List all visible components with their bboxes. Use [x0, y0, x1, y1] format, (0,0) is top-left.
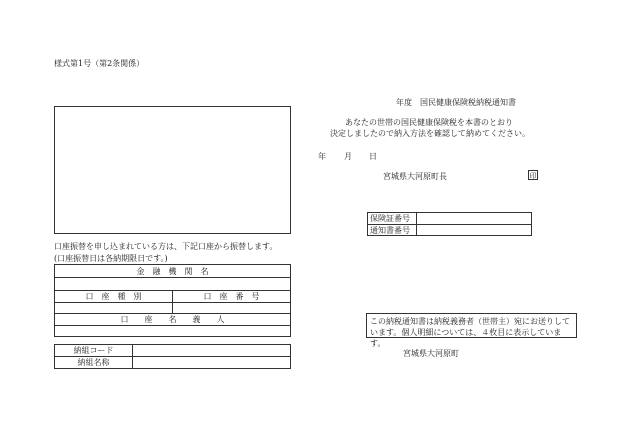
- insurance-number-label: 保険証番号: [370, 214, 410, 223]
- payer-code-label: 納組コード: [73, 346, 114, 355]
- transfer-notice-line2: (口座振替日は各納期限日です。): [54, 254, 168, 263]
- date-year: 年: [318, 152, 326, 161]
- account-number-header: 口 座 番 号: [203, 292, 260, 301]
- note-box: [366, 313, 577, 348]
- account-type-header: 口 座 種 別: [85, 292, 142, 301]
- account-number-value: [173, 303, 290, 313]
- note-line1: この納税通知書は納税義務者（世帯主）宛にお送りして: [370, 317, 570, 326]
- notice-number-label: 通知書番号: [370, 225, 410, 235]
- date-month: 月: [344, 152, 352, 161]
- notice-message-line2: 決定しましたので納入方法を確認して納めてください。: [330, 129, 530, 138]
- bank-account-table: [54, 264, 291, 337]
- payer-group-table: [54, 344, 291, 369]
- footer-town: 宮城県大河原町: [403, 349, 459, 358]
- form-label: 様式第1号（第2条関係）: [54, 59, 145, 68]
- payer-name-label: 納組名称: [77, 358, 110, 367]
- account-holder-header: 口 座 名 義 人: [120, 315, 225, 324]
- official-seal-mark: 印: [529, 172, 537, 180]
- transfer-notice-line1: 口座振替を申し込まれている方は、下記口座から振替します。: [54, 242, 278, 251]
- note-line2: います。個人明細については、４枚目に表示しています。: [370, 328, 562, 348]
- address-box: [54, 106, 291, 234]
- account-holder-value: [55, 326, 290, 336]
- issuer-name: 宮城県大河原町長: [383, 172, 447, 181]
- payer-code-value: [133, 345, 290, 356]
- number-table: [367, 212, 532, 236]
- notice-message-line1: あなたの世帯の国民健康保険税を本書のとおり: [345, 118, 513, 127]
- bank-name-value: [55, 278, 290, 290]
- notice-title: 年度 国民健康保険税納税通知書: [396, 98, 516, 107]
- date-day: 日: [369, 152, 377, 161]
- insurance-number-value: [418, 213, 531, 224]
- account-type-value: [55, 303, 172, 313]
- bank-name-header: 金 融 機 関 名: [136, 266, 209, 276]
- notice-number-value: [418, 225, 531, 235]
- payer-name-value: [133, 357, 290, 368]
